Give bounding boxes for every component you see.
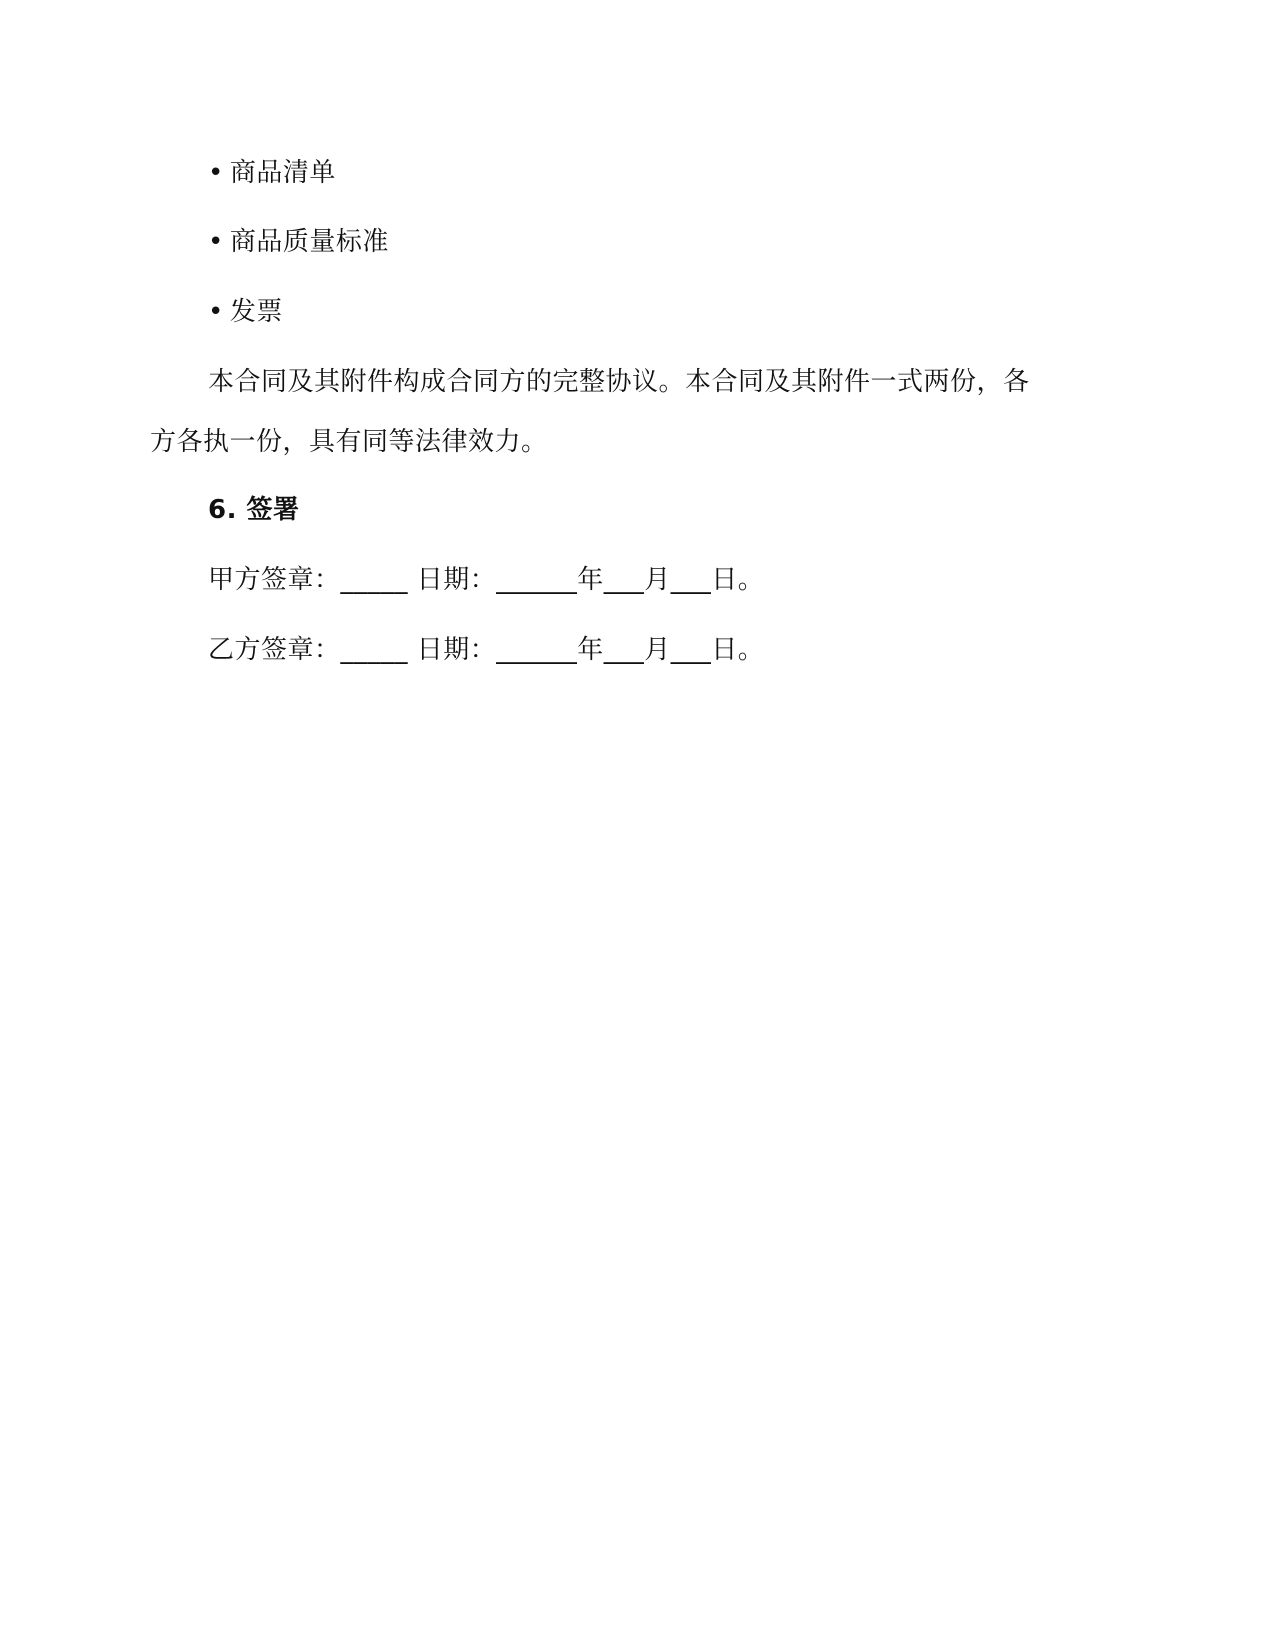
attachment-item [208, 157, 336, 189]
section-heading-signing: 6. 签署 [208, 495, 300, 525]
bullet-icon: • [208, 227, 224, 257]
attachment-item-label: 商品质量标准 [229, 227, 389, 257]
agreement-paragraph-line-1: 本合同及其附件构成合同方的完整协议。本合同及其附件一式两份，各 [208, 367, 1030, 397]
attachment-item [208, 226, 389, 258]
agreement-paragraph-line-2: 方各执一份，具有同等法律效力。 [150, 427, 548, 457]
attachment-item [208, 296, 283, 328]
bullet-icon: • [208, 158, 224, 188]
bullet-icon: • [208, 297, 224, 327]
party-b-signature-line: 乙方签章：_____ 日期：______年___月___日。 [208, 635, 765, 665]
attachment-item-label: 商品清单 [229, 158, 336, 188]
party-a-signature-line: 甲方签章：_____ 日期：______年___月___日。 [208, 565, 765, 595]
attachment-item-label: 发票 [229, 297, 283, 327]
